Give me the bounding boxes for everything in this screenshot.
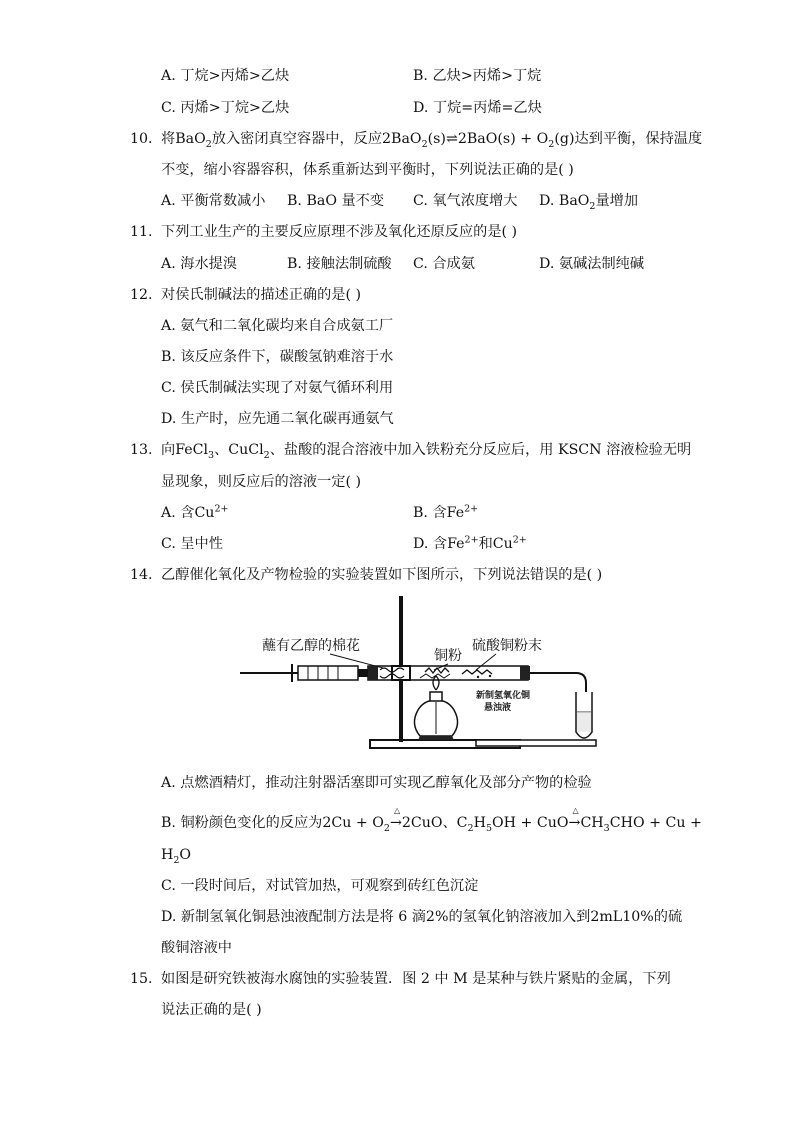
q12-number: 12. <box>130 287 153 303</box>
q10-option-a[interactable]: A. 平衡常数减小 <box>161 193 266 209</box>
q10-option-d[interactable]: D. BaO$_2$量增加 <box>539 193 639 212</box>
label-copper: 铜粉 <box>434 648 462 664</box>
q13-option-c[interactable]: C. 呈中性 <box>161 536 223 552</box>
q13-option-d[interactable]: D. 含$Fe^{2+}$和$Cu^{2+}$ <box>413 534 527 552</box>
glass-tube <box>368 666 540 680</box>
q10-number: 10. <box>130 131 153 147</box>
label-cotton: 蘸有乙醇的棉花 <box>262 638 360 654</box>
q9-option-a[interactable]: A. 丁烷>丙烯>乙炔 <box>161 68 290 84</box>
q12-option-d[interactable]: D. 生产时，应先通二氧化碳再通氨气 <box>161 411 394 427</box>
q9-option-b[interactable]: B. 乙炔>丙烯>丁烷 <box>413 68 542 84</box>
q11-option-c[interactable]: C. 合成氨 <box>413 256 475 272</box>
tube-rack-base <box>476 740 596 746</box>
apparatus-figure <box>240 594 660 756</box>
q14-option-d-line-2: 酸铜溶液中 <box>161 940 232 956</box>
q13-stem-line-2: 显现象，则反应后的溶液一定( ) <box>161 474 362 490</box>
q14-stem: 乙醇催化氧化及产物检验的实验装置如下图所示，下列说法错误的是( ) <box>161 567 603 583</box>
syringe <box>240 664 368 682</box>
label-reagent-line-1: 新制氢氧化铜 <box>476 691 531 701</box>
q13-number: 13. <box>130 442 153 458</box>
q12-stem: 对侯氏制碱法的描述正确的是( ) <box>161 287 362 303</box>
q10-stem-line-1: 将BaO$_2$放入密闭真空容器中，反应2BaO$_2$(s)⇌2BaO(s) + $O_2(g)$达到平衡，保持温度 <box>161 131 703 150</box>
q10-stem-line-2: 不变，缩小容器容积，体系重新达到平衡时，下列说法正确的是( ) <box>161 162 574 178</box>
label-reagent-line-2: 悬浊液 <box>484 703 512 713</box>
q11-stem: 下列工业生产的主要反应原理不涉及氧化还原反应的是( ) <box>161 224 518 240</box>
q11-option-a[interactable]: A. 海水提溴 <box>161 256 238 272</box>
q14-option-a[interactable]: A. 点燃酒精灯，推动注射器活塞即可实现乙醇氧化及部分产物的检验 <box>161 775 592 791</box>
q13-option-a[interactable]: A. 含$Cu^{2+}$ <box>161 503 229 521</box>
q14-option-b[interactable]: B. 铜粉颜色变化的反应为$2Cu + O_2$ △ →2CuO、$C_2H_5OH$ + CuO △ $\to CH_3CHO + Cu$ + <box>161 806 702 834</box>
q15-number: 15. <box>130 971 153 987</box>
q14-option-b-continued: $H_2O$ <box>161 847 192 866</box>
q11-option-d[interactable]: D. 氨碱法制纯碱 <box>539 256 645 272</box>
q14-option-c[interactable]: C. 一段时间后，对试管加热，可观察到砖红色沉淀 <box>161 878 479 894</box>
label-copper-sulfate: 硫酸铜粉末 <box>472 638 542 654</box>
q14-number: 14. <box>130 567 153 583</box>
q12-option-b[interactable]: B. 该反应条件下，碳酸氢钠难溶于水 <box>161 349 394 365</box>
q15-stem-line-2: 说法正确的是( ) <box>161 1002 262 1018</box>
q12-option-c[interactable]: C. 侯氏制碱法实现了对氨气循环利用 <box>161 380 394 396</box>
q12-option-a[interactable]: A. 氨气和二氧化碳均来自合成氨工厂 <box>161 318 394 334</box>
q14-option-d-line-1[interactable]: D. 新制氢氧化铜悬浊液配制方法是将 6 滴2%的氢氧化钠溶液加入到2mL10%的硫 <box>161 909 683 925</box>
q9-option-d[interactable]: D. 丁烷=丙烯=乙炔 <box>413 100 542 116</box>
q13-option-b[interactable]: B. 含$Fe^{2+}$ <box>413 503 479 521</box>
q13-stem-line-1: 向FeCl$_3$、CuCl$_2$、盐酸的混合溶液中加入铁粉充分反应后，用 KSCN 溶液检验无明 <box>161 442 692 461</box>
alcohol-lamp <box>414 676 457 740</box>
q11-option-b[interactable]: B. 接触法制硫酸 <box>287 256 392 272</box>
q10-option-c[interactable]: C. 氧气浓度增大 <box>413 193 518 209</box>
q9-option-c[interactable]: C. 丙烯>丁烷>乙炔 <box>161 100 290 116</box>
q15-stem-line-1: 如图是研究铁被海水腐蚀的实验装置．图 2 中 M 是某种与铁片紧贴的金属，下列 <box>161 971 671 987</box>
q10-option-b[interactable]: B. BaO 量不变 <box>287 193 385 209</box>
q11-number: 11. <box>130 224 153 240</box>
